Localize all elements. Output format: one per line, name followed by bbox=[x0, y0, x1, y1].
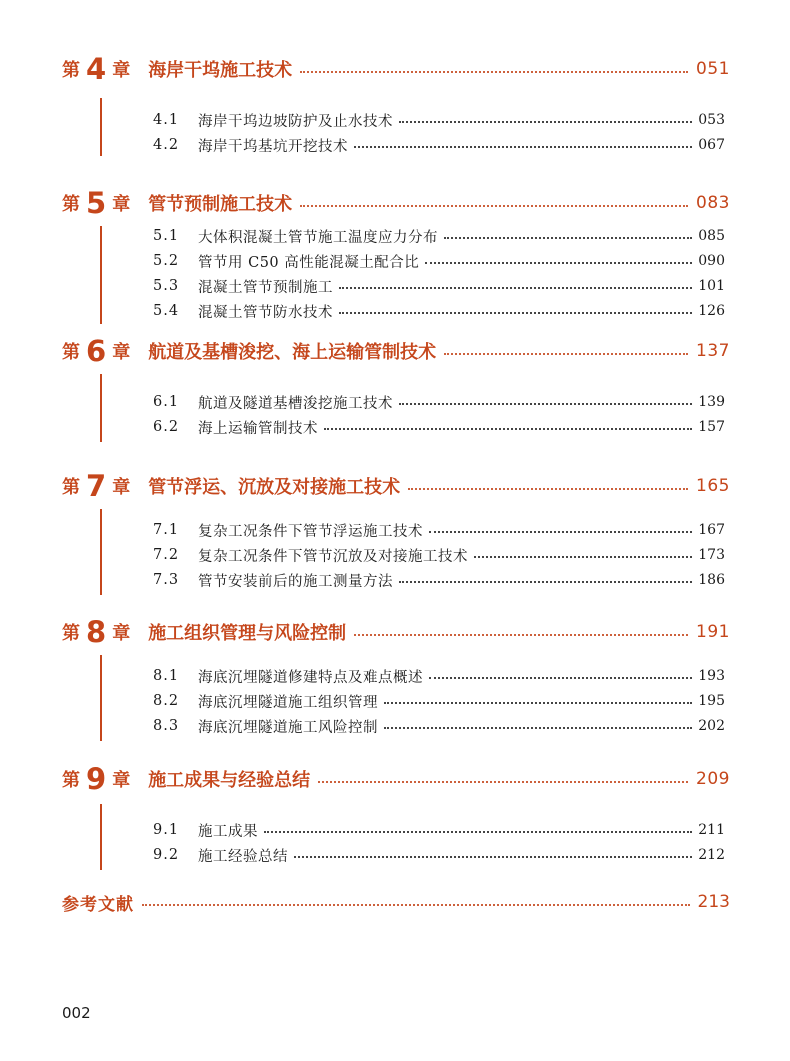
leader-dots bbox=[429, 677, 692, 679]
section-title: 施工经验总结 bbox=[198, 848, 288, 865]
section-number: 5.2 bbox=[153, 253, 180, 269]
chapter-heading[interactable] bbox=[62, 469, 730, 503]
section-number: 9.2 bbox=[153, 847, 180, 863]
leader-dots bbox=[300, 71, 688, 73]
section-title: 复杂工况条件下管节浮运施工技术 bbox=[198, 523, 423, 540]
section-number: 8.1 bbox=[153, 668, 180, 684]
section-title: 海上运输管制技术 bbox=[198, 420, 318, 437]
section-page: 202 bbox=[698, 718, 725, 734]
section-entry[interactable] bbox=[153, 134, 725, 156]
section-number: 7.3 bbox=[153, 572, 180, 588]
section-number: 8.3 bbox=[153, 718, 180, 734]
leader-dots bbox=[425, 262, 692, 264]
chapter-title: 海岸干坞施工技术 bbox=[148, 60, 293, 81]
references-title: 参考文献 bbox=[62, 894, 134, 915]
section-number: 4.1 bbox=[153, 112, 180, 128]
section-entry[interactable] bbox=[153, 250, 725, 272]
chapter-heading[interactable] bbox=[62, 52, 730, 86]
section-number: 9.1 bbox=[153, 822, 180, 838]
chapter-suffix: 章 bbox=[112, 770, 131, 791]
chapter-divider-bar bbox=[100, 98, 102, 156]
chapter-prefix: 第 bbox=[62, 770, 80, 791]
leader-dots bbox=[318, 781, 688, 783]
chapter-heading[interactable] bbox=[62, 615, 730, 649]
leader-dots bbox=[408, 488, 688, 490]
section-page: 085 bbox=[698, 228, 725, 244]
section-title: 混凝土管节防水技术 bbox=[198, 304, 333, 321]
section-entry[interactable] bbox=[153, 416, 725, 438]
section-number: 7.1 bbox=[153, 522, 180, 538]
section-number: 5.1 bbox=[153, 228, 180, 244]
section-title: 海底沉埋隧道施工风险控制 bbox=[198, 719, 378, 736]
chapter-title: 航道及基槽浚挖、海上运输管制技术 bbox=[148, 342, 437, 363]
section-title: 海底沉埋隧道修建特点及难点概述 bbox=[198, 669, 423, 686]
leader-dots bbox=[384, 727, 692, 729]
section-number: 4.2 bbox=[153, 137, 180, 153]
chapter-suffix: 章 bbox=[112, 194, 131, 215]
chapter-prefix: 第 bbox=[62, 623, 80, 644]
chapter-prefix: 第 bbox=[62, 477, 80, 498]
section-number: 8.2 bbox=[153, 693, 180, 709]
chapter-suffix: 章 bbox=[112, 60, 131, 81]
chapter-suffix: 章 bbox=[112, 623, 131, 644]
section-title: 航道及隧道基槽浚挖施工技术 bbox=[198, 395, 393, 412]
chapter-divider-bar bbox=[100, 226, 102, 324]
chapter-page: 137 bbox=[696, 341, 730, 361]
section-title: 海底沉埋隧道施工组织管理 bbox=[198, 694, 378, 711]
leader-dots bbox=[294, 856, 692, 858]
section-page: 067 bbox=[698, 137, 725, 153]
page-number: 002 bbox=[62, 1004, 91, 1022]
chapter-divider-bar bbox=[100, 509, 102, 595]
leader-dots bbox=[264, 831, 692, 833]
chapter-heading[interactable] bbox=[62, 334, 730, 368]
section-entry[interactable] bbox=[153, 225, 725, 247]
section-page: 167 bbox=[698, 522, 725, 538]
section-page: 053 bbox=[698, 112, 725, 128]
section-page: 101 bbox=[698, 278, 725, 294]
leader-dots bbox=[339, 312, 692, 314]
section-page: 211 bbox=[698, 822, 725, 838]
leader-dots bbox=[399, 581, 692, 583]
section-title: 大体积混凝土管节施工温度应力分布 bbox=[198, 229, 438, 246]
section-entry[interactable] bbox=[153, 275, 725, 297]
section-title: 管节用 C50 高性能混凝土配合比 bbox=[198, 254, 420, 271]
chapter-prefix: 第 bbox=[62, 342, 80, 363]
leader-dots bbox=[399, 121, 692, 123]
section-entry[interactable] bbox=[153, 391, 725, 413]
section-entry[interactable] bbox=[153, 300, 725, 322]
chapter-title: 施工组织管理与风险控制 bbox=[148, 623, 347, 644]
section-title: 施工成果 bbox=[198, 823, 258, 840]
leader-dots bbox=[444, 353, 688, 355]
chapter-number: 6 bbox=[86, 333, 107, 368]
chapter-divider-bar bbox=[100, 655, 102, 741]
section-page: 195 bbox=[698, 693, 725, 709]
chapter-number: 5 bbox=[86, 185, 107, 220]
references-page: 213 bbox=[697, 892, 730, 912]
chapter-page: 051 bbox=[696, 59, 730, 79]
chapter-title: 施工成果与经验总结 bbox=[148, 770, 311, 791]
section-entry[interactable] bbox=[153, 109, 725, 131]
chapter-heading[interactable] bbox=[62, 186, 730, 220]
section-entry[interactable] bbox=[153, 519, 725, 541]
chapter-number: 8 bbox=[86, 614, 107, 649]
section-title: 管节安装前后的施工测量方法 bbox=[198, 573, 393, 590]
chapter-number: 7 bbox=[86, 468, 107, 503]
section-title: 复杂工况条件下管节沉放及对接施工技术 bbox=[198, 548, 468, 565]
chapter-page: 209 bbox=[696, 769, 730, 789]
section-page: 090 bbox=[698, 253, 725, 269]
section-number: 6.1 bbox=[153, 394, 180, 410]
chapter-suffix: 章 bbox=[112, 477, 131, 498]
section-entry[interactable] bbox=[153, 544, 725, 566]
section-title: 海岸干坞边坡防护及止水技术 bbox=[198, 113, 393, 130]
chapter-prefix: 第 bbox=[62, 194, 80, 215]
chapter-prefix: 第 bbox=[62, 60, 80, 81]
section-number: 6.2 bbox=[153, 419, 180, 435]
section-page: 126 bbox=[698, 303, 725, 319]
section-entry[interactable] bbox=[153, 844, 725, 866]
leader-dots bbox=[339, 287, 692, 289]
chapter-title: 管节浮运、沉放及对接施工技术 bbox=[148, 477, 401, 498]
chapter-number: 9 bbox=[86, 761, 107, 796]
section-entry[interactable] bbox=[153, 715, 725, 737]
section-page: 139 bbox=[698, 394, 725, 410]
section-page: 173 bbox=[698, 547, 725, 563]
leader-dots bbox=[399, 403, 692, 405]
chapter-page: 191 bbox=[696, 622, 730, 642]
section-title: 混凝土管节预制施工 bbox=[198, 279, 333, 296]
leader-dots bbox=[354, 146, 692, 148]
leader-dots bbox=[300, 205, 688, 207]
leader-dots bbox=[354, 634, 688, 636]
leader-dots bbox=[429, 531, 692, 533]
references-entry[interactable] bbox=[62, 887, 730, 917]
section-number: 5.3 bbox=[153, 278, 180, 294]
section-title: 海岸干坞基坑开挖技术 bbox=[198, 138, 348, 155]
leader-dots bbox=[474, 556, 692, 558]
section-number: 7.2 bbox=[153, 547, 180, 563]
chapter-page: 083 bbox=[696, 193, 730, 213]
section-entry[interactable] bbox=[153, 569, 725, 591]
leader-dots bbox=[142, 904, 690, 906]
section-page: 186 bbox=[698, 572, 725, 588]
chapter-divider-bar bbox=[100, 374, 102, 442]
leader-dots bbox=[324, 428, 692, 430]
section-entry[interactable] bbox=[153, 690, 725, 712]
chapter-number: 4 bbox=[86, 51, 107, 86]
leader-dots bbox=[384, 702, 692, 704]
leader-dots bbox=[444, 237, 692, 239]
chapter-page: 165 bbox=[696, 476, 730, 496]
chapter-divider-bar bbox=[100, 804, 102, 870]
section-entry[interactable] bbox=[153, 665, 725, 687]
section-number: 5.4 bbox=[153, 303, 180, 319]
section-entry[interactable] bbox=[153, 819, 725, 841]
section-page: 212 bbox=[698, 847, 725, 863]
chapter-suffix: 章 bbox=[112, 342, 131, 363]
chapter-heading[interactable] bbox=[62, 762, 730, 796]
section-page: 157 bbox=[698, 419, 725, 435]
section-page: 193 bbox=[698, 668, 725, 684]
chapter-title: 管节预制施工技术 bbox=[148, 194, 293, 215]
